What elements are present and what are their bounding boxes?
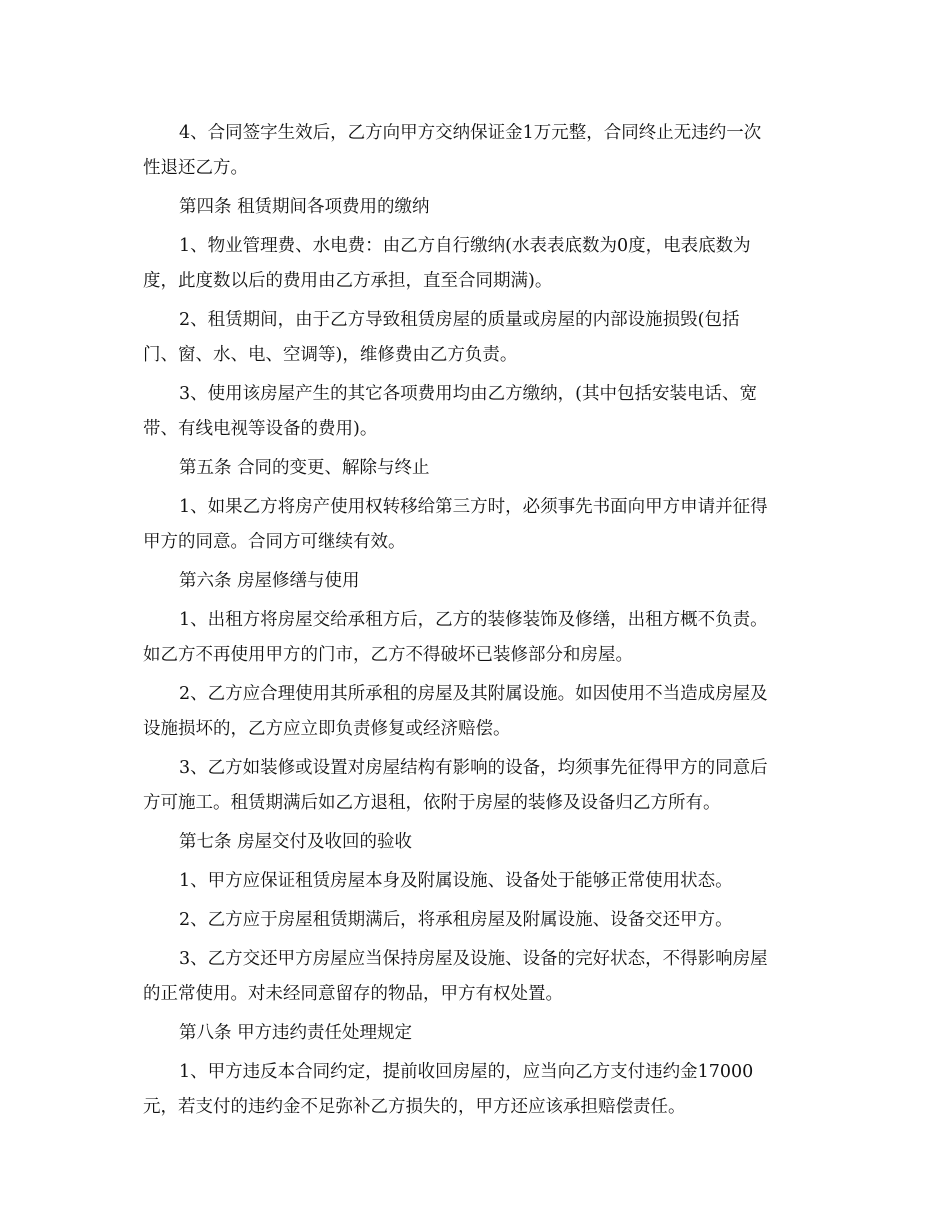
section-heading-article-8 bbox=[143, 1016, 810, 1051]
text-line: 性退还乙方。 bbox=[143, 158, 248, 178]
text-line: 第六条 房屋修缮与使用 bbox=[179, 571, 360, 591]
text-line: 如乙方不再使用甲方的门市，乙方不得破坏已装修部分和房屋。 bbox=[143, 645, 633, 665]
text-line: 第五条 合同的变更、解除与终止 bbox=[179, 458, 430, 478]
text-line: 4、合同签字生效后，乙方向甲方交纳保证金1万元整，合同终止无违约一次 bbox=[179, 123, 762, 143]
text-line: 1、如果乙方将房产使用权转移给第三方时，必须事先书面向甲方申请并征得 bbox=[179, 497, 768, 517]
text-line: 1、甲方应保证租赁房屋本身及附属设施、设备处于能够正常使用状态。 bbox=[179, 871, 733, 891]
paragraph-breach-penalty bbox=[143, 1055, 810, 1125]
paragraph-return-condition bbox=[143, 942, 810, 1012]
paragraph-renovation bbox=[143, 603, 810, 673]
text-line: 度，此度数以后的费用由乙方承担，直至合同期满)。 bbox=[143, 271, 553, 291]
text-line: 第四条 租赁期间各项费用的缴纳 bbox=[179, 197, 430, 217]
text-line: 1、甲方违反本合同约定，提前收回房屋的，应当向乙方支付违约金17000 bbox=[179, 1062, 754, 1082]
text-line: 3、乙方交还甲方房屋应当保持房屋及设施、设备的完好状态，不得影响房屋 bbox=[179, 949, 768, 969]
section-heading-article-6 bbox=[143, 564, 810, 599]
section-heading-article-4 bbox=[143, 190, 810, 225]
text-line: 第八条 甲方违约责任处理规定 bbox=[179, 1023, 413, 1043]
paragraph-transfer bbox=[143, 490, 810, 560]
text-line: 门、窗、水、电、空调等)，维修费由乙方负责。 bbox=[143, 345, 518, 365]
section-heading-article-7 bbox=[143, 825, 810, 860]
text-line: 元，若支付的违约金不足弥补乙方损失的，甲方还应该承担赔偿责任。 bbox=[143, 1097, 686, 1117]
paragraph-deposit bbox=[143, 116, 810, 186]
text-line: 带、有线电视等设备的费用)。 bbox=[143, 419, 378, 439]
paragraph-proper-use bbox=[143, 677, 810, 747]
document-body bbox=[143, 116, 810, 1129]
text-line: 3、乙方如装修或设置对房屋结构有影响的设备，均须事先征得甲方的同意后 bbox=[179, 758, 768, 778]
text-line: 2、乙方应合理使用其所承租的房屋及其附属设施。如因使用不当造成房屋及 bbox=[179, 684, 768, 704]
paragraph-other-fees bbox=[143, 377, 810, 447]
text-line: 第七条 房屋交付及收回的验收 bbox=[179, 832, 413, 852]
paragraph-utilities bbox=[143, 229, 810, 299]
paragraph-structural-changes bbox=[143, 751, 810, 821]
text-line: 2、乙方应于房屋租赁期满后，将承租房屋及附属设施、设备交还甲方。 bbox=[179, 910, 733, 930]
text-line: 方可施工。租赁期满后如乙方退租，依附于房屋的装修及设备归乙方所有。 bbox=[143, 793, 721, 813]
text-line: 3、使用该房屋产生的其它各项费用均由乙方缴纳，(其中包括安装电话、宽 bbox=[179, 384, 757, 404]
text-line: 设施损坏的，乙方应立即负责修复或经济赔偿。 bbox=[143, 719, 511, 739]
paragraph-delivery-condition bbox=[143, 864, 810, 899]
section-heading-article-5 bbox=[143, 451, 810, 486]
paragraph-damage bbox=[143, 303, 810, 373]
text-line: 1、物业管理费、水电费：由乙方自行缴纳(水表表底数为0度，电表底数为 bbox=[179, 236, 751, 256]
text-line: 甲方的同意。合同方可继续有效。 bbox=[143, 532, 406, 552]
paragraph-return-on-expiry bbox=[143, 903, 810, 938]
text-line: 1、出租方将房屋交给承租方后，乙方的装修装饰及修缮，出租方概不负责。 bbox=[179, 610, 768, 630]
text-line: 2、租赁期间，由于乙方导致租赁房屋的质量或房屋的内部设施损毁(包括 bbox=[179, 310, 740, 330]
text-line: 的正常使用。对未经同意留存的物品，甲方有权处置。 bbox=[143, 984, 563, 1004]
